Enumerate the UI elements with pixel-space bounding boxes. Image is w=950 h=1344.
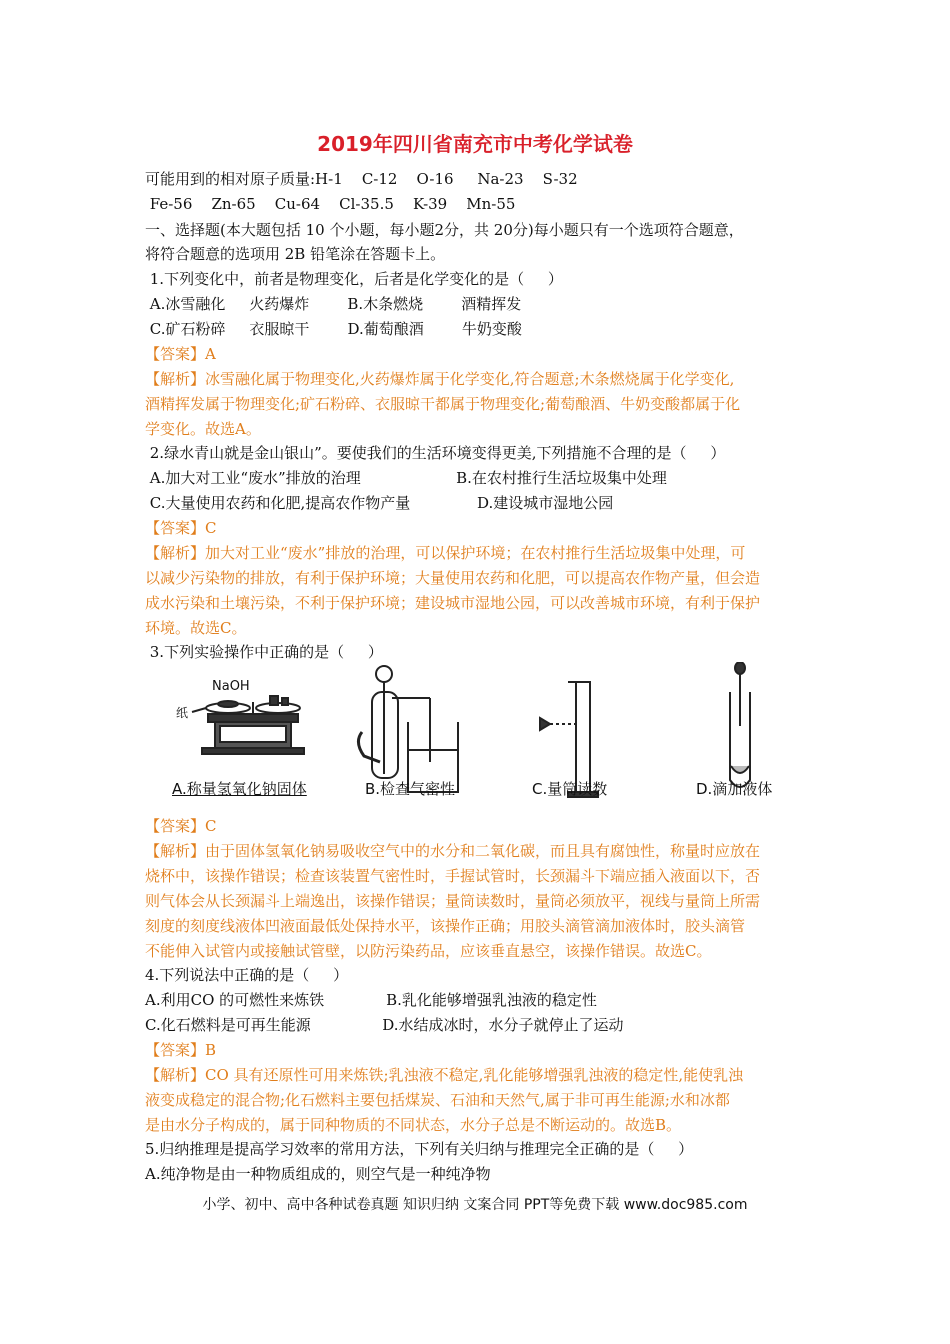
q2-analysis-line: 成水污染和土壤污染，不利于保护环境；建设城市湿地公园，可以改善城市环境，有利于保护 [145, 594, 761, 612]
q1-answer: 【答案】A [145, 345, 216, 363]
page-footer: 小学、初中、高中各种试卷真题 知识归纳 文案合同 PPT等免费下载 www.doc985.com [202, 1197, 748, 1213]
figure-caption-c: C.量筒读数 [532, 780, 608, 798]
q1-stem: 1.下列变化中，前者是物理变化，后者是化学变化的是（ ） [145, 270, 563, 288]
q1-options-ab: A.冰雪融化 火药爆炸 B.木条燃烧 酒精挥发 [145, 295, 522, 313]
q3-analysis-line: 则气体会从长颈漏斗上端逸出，该操作错误；量筒读数时，量筒必须放平，视线与量筒上所需 [145, 892, 761, 910]
section-instructions-2: 将符合题意的选项用 2B 铅笔涂在答题卡上。 [145, 245, 446, 263]
q4-options-cd: C.化石燃料是可再生能源 D.水结成冰时，水分子就停止了运动 [145, 1016, 624, 1034]
eye-icon [540, 718, 550, 730]
q5-option-a: A.纯净物是由一种物质组成的，则空气是一种纯净物 [145, 1165, 491, 1183]
q2-answer: 【答案】C [145, 519, 217, 537]
q3-analysis-line: 刻度的刻度线液体凹液面最低处保持水平，该操作正确；用胶头滴管滴加液体时，胶头滴管 [145, 917, 746, 935]
q2-analysis-line: 以减少污染物的排放，有利于保护环境；大量使用农药和化肥，可以提高农作物产量，但会造 [145, 569, 761, 587]
q3-analysis-line: 【解析】由于固体氢氧化钠易吸收空气中的水分和二氧化碳，而且具有腐蚀性，称量时应放在 [145, 842, 761, 860]
atomic-mass-line-2: Fe-56 Zn-65 Cu-64 Cl-35.5 K-39 Mn-55 [145, 195, 516, 213]
figure-caption-d: D.滴加液体 [696, 780, 773, 798]
q1-options-cd: C.矿石粉碎 衣服晾干 D.葡萄酿酒 牛奶变酸 [145, 320, 522, 338]
q1-analysis-line: 酒精挥发属于物理变化;矿石粉碎、衣服晾干都属于物理变化;葡萄酿酒、牛奶变酸都属于化 [145, 395, 741, 413]
q2-options-cd: C.大量使用农药和化肥,提高农作物产量 D.建设城市湿地公园 [145, 494, 614, 512]
q2-stem: 2.绿水青山就是金山银山”。要使我们的生活环境变得更美,下列措施不合理的是（ ） [145, 444, 726, 462]
q2-options-ab: A.加大对工业“废水”排放的治理 B.在农村推行生活垃圾集中处理 [145, 469, 667, 487]
q2-analysis-line: 【解析】加大对工业“废水”排放的治理，可以保护环境；在农村推行生活垃圾集中处理，可 [145, 544, 746, 562]
section-instructions-1: 一、选择题(本大题包括 10 个小题，每小题2分，共 20分)每小题只有一个选项符合题意， [145, 221, 744, 239]
q3-analysis-line: 烧杯中，该操作错误；检查该装置气密性时，手握试管时，长颈漏斗下端应插入液面以下，否 [145, 867, 761, 885]
balance-illustration [192, 696, 304, 754]
figure-caption-a: A.称量氢氧化钠固体 [172, 780, 307, 798]
q4-analysis-line: 是由水分子构成的，属于同种物质的不同状态，水分子总是不断运动的。故选B。 [145, 1116, 682, 1134]
airtightness-apparatus [358, 666, 458, 792]
q5-stem: 5.归纳推理是提高学习效率的常用方法，下列有关归纳与推理完全正确的是（ ） [145, 1140, 694, 1158]
q3-stem: 3.下列实验操作中正确的是（ ） [145, 643, 383, 661]
figure-caption-b: B.检查气密性 [365, 780, 456, 798]
q2-analysis-line: 环境。故选C。 [145, 619, 247, 637]
q3-answer: 【答案】C [145, 817, 217, 835]
q4-analysis-line: 液变成稳定的混合物;化石燃料主要包括煤炭、石油和天然气,属于非可再生能源;水和冰都 [145, 1091, 730, 1109]
q1-analysis-line: 【解析】冰雪融化属于物理变化,火药爆炸属于化学变化,符合题意;木条燃烧属于化学变化, [145, 370, 735, 388]
q1-analysis-line: 学变化。故选A。 [145, 420, 261, 438]
q4-analysis-line: 【解析】CO 具有还原性可用来炼铁;乳浊液不稳定,乳化能够增强乳浊液的稳定性,能使乳浊 [145, 1066, 744, 1084]
page-title: 2019年四川省南充市中考化学试卷 [317, 132, 633, 156]
q4-options-ab: A.利用CO 的可燃性来炼铁 B.乳化能够增强乳浊液的稳定性 [145, 991, 597, 1009]
naoh-label: NaOH [212, 679, 250, 694]
paper-label: 纸 [176, 706, 189, 720]
atomic-mass-line-1: 可能用到的相对原子质量:H-1 C-12 O-16 Na-23 S-32 [145, 170, 578, 188]
q4-answer: 【答案】B [145, 1041, 217, 1059]
q4-stem: 4.下列说法中正确的是（ ） [145, 966, 349, 984]
dropper-test-tube [730, 662, 750, 787]
q3-analysis-line: 不能伸入试管内或接触试管壁，以防污染药品，应该垂直悬空，该操作错误。故选C。 [145, 942, 712, 960]
